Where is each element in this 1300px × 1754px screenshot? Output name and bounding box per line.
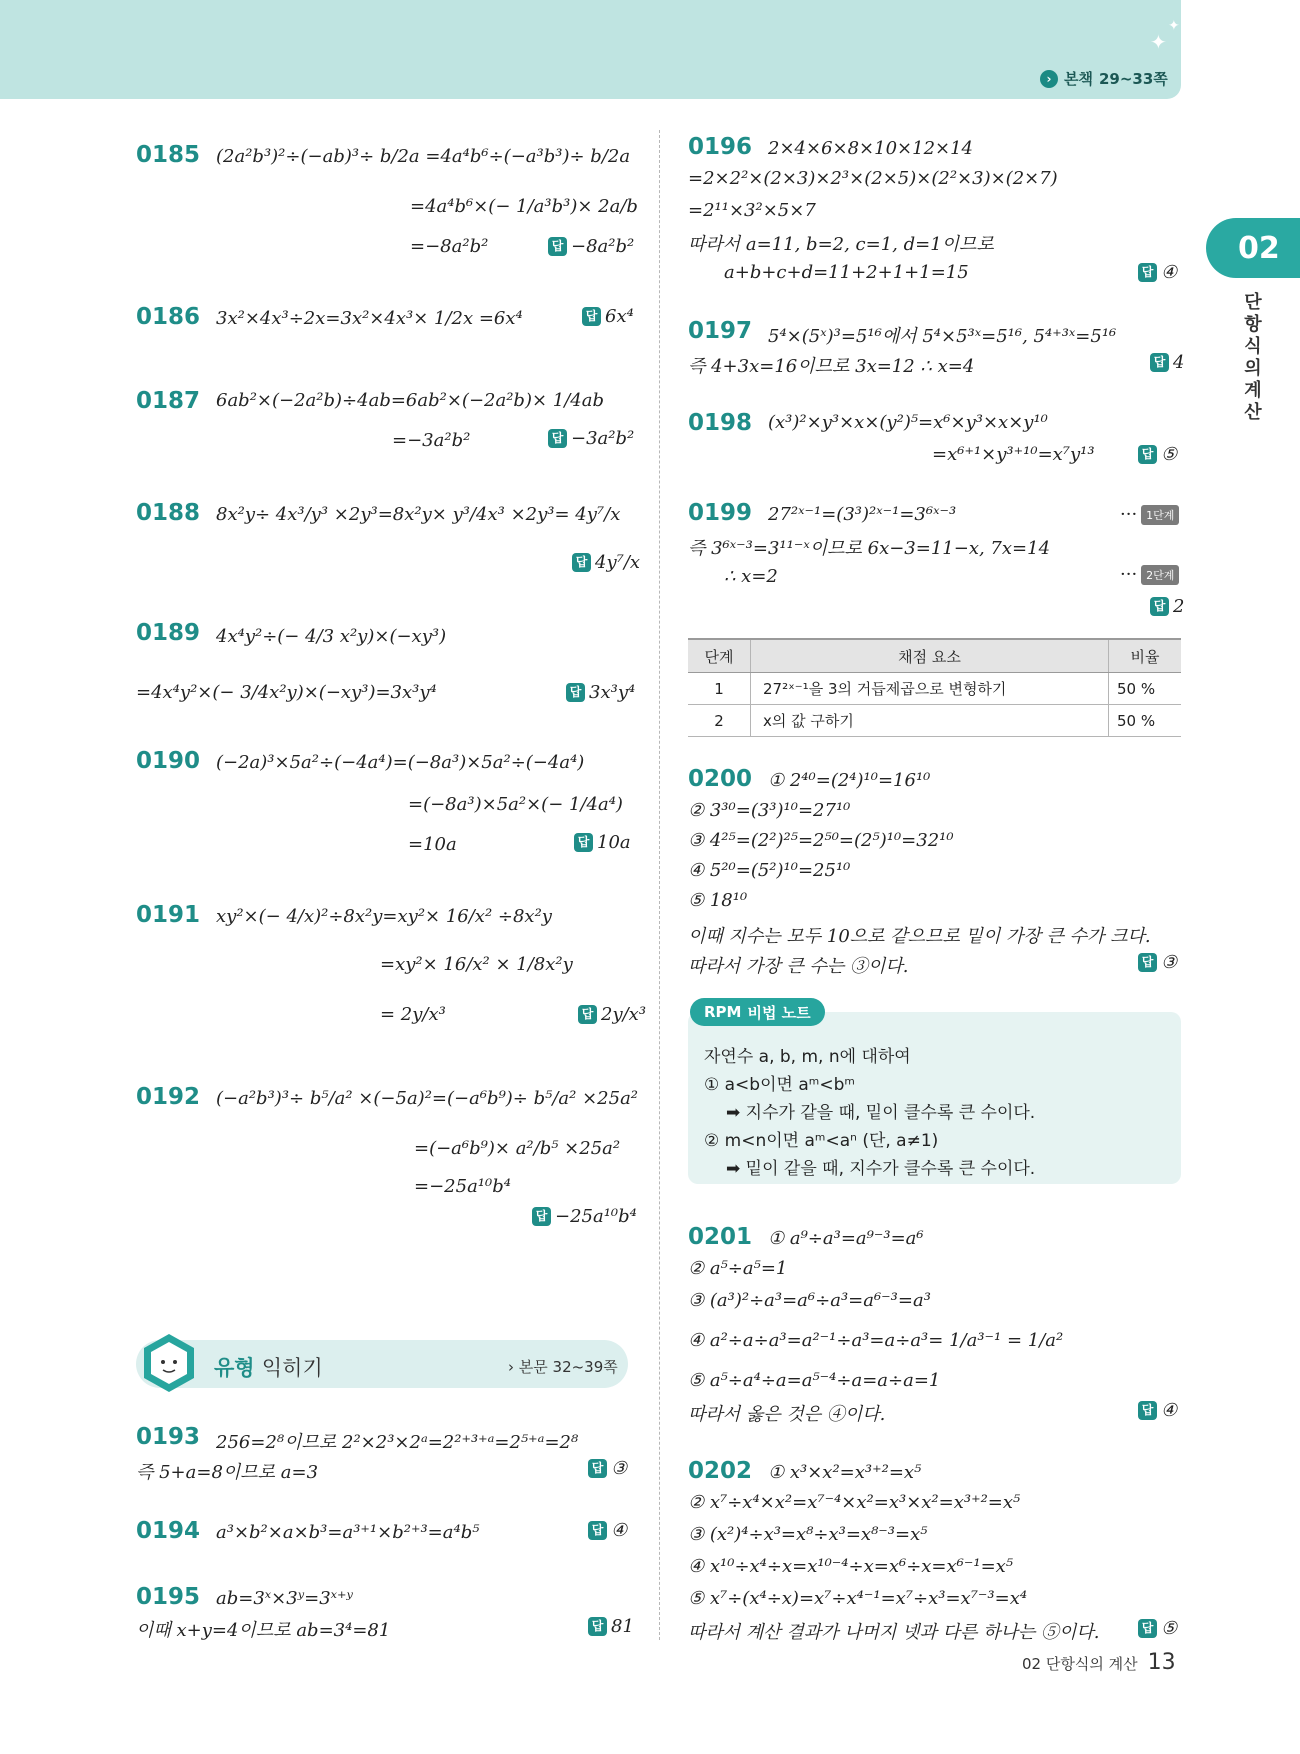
problem-number: 0198 [688, 410, 753, 436]
reference-label: 본책 [1064, 70, 1093, 88]
answer-value: 2 [1173, 596, 1185, 617]
answer [1138, 262, 1177, 283]
answer [1150, 596, 1184, 617]
answer-value: 3x³y⁴ [589, 682, 636, 703]
solution-line: =(−a⁶b⁹)× a²/b⁵ ×25a² [414, 1138, 621, 1159]
solution-line: ③ (a³)²÷a³=a⁶÷a³=a⁶⁻³=a³ [688, 1290, 931, 1311]
solution-line: ③ 4²⁵=(2²)²⁵=2⁵⁰=(2⁵)¹⁰=32¹⁰ [688, 830, 954, 851]
solution-line: 따라서 계산 결과가 나머지 넷과 다른 하나는 ⑤이다. [688, 1622, 1100, 1643]
table-cell: 1 [688, 673, 751, 705]
answer [1138, 952, 1177, 973]
solution-line: 27²ˣ⁻¹=(3³)²ˣ⁻¹=3⁶ˣ⁻³ [768, 504, 957, 525]
solution-line: =2¹¹×3²×5×7 [688, 200, 816, 221]
problem-number: 0188 [136, 500, 201, 526]
solution-line: =10a [408, 834, 457, 855]
scoring-table [688, 638, 1181, 737]
answer-badge: 답 [1138, 263, 1157, 282]
rpm-line: ➡ 지수가 같을 때, 밑이 클수록 큰 수이다. [726, 1103, 1036, 1123]
solution-line: (−a²b³)³÷ b⁵/a² ×(−5a)²=(−a⁶b⁹)÷ b⁵/a² ×25a² [216, 1088, 639, 1109]
solution-line: ② x⁷÷x⁴×x²=x⁷⁻⁴×x²=x³×x²=x³⁺²=x⁵ [688, 1492, 1021, 1513]
table-cell: 50 % [1109, 673, 1182, 705]
solution-line: =4x⁴y²×(− 3/4x²y)×(−xy³)=3x³y⁴ [136, 682, 437, 703]
type-title-sub: 익히기 [261, 1356, 323, 1380]
answer-value: ④ [611, 1520, 628, 1541]
problem-number: 0201 [688, 1224, 753, 1250]
answer-value: 81 [611, 1616, 634, 1637]
page-footer [1022, 1650, 1176, 1675]
solution-line: ② a⁵÷a⁵=1 [688, 1258, 788, 1279]
solution-line: (x³)²×y³×x×(y²)⁵=x⁶×y³×x×y¹⁰ [768, 412, 1048, 433]
solution-line: =−25a¹⁰b⁴ [414, 1176, 511, 1197]
solution-line: ④ 5²⁰=(5²)¹⁰=25¹⁰ [688, 860, 851, 881]
problem-number: 0189 [136, 620, 201, 646]
solution-line: 4x⁴y²÷(− 4/3 x²y)×(−xy³) [216, 626, 447, 647]
solution-line: 8x²y÷ 4x³/y³ ×2y³=8x²y× y³/4x³ ×2y³= 4y⁷/x [216, 504, 621, 525]
step-marker [1120, 504, 1179, 525]
answer-value: 2y/x³ [601, 1004, 647, 1025]
problem-number: 0199 [688, 500, 753, 526]
solution-line: =(−8a³)×5a²×(− 1/4a⁴) [408, 794, 623, 815]
answer-value: −3a²b² [571, 428, 635, 449]
solution-line: 이때 x+y=4이므로 ab=3⁴=81 [136, 1620, 391, 1641]
answer-badge: 답 [588, 1617, 607, 1636]
solution-line: = 2y/x³ [380, 1004, 446, 1025]
answer-badge: 답 [1138, 1619, 1157, 1638]
answer-value: 10a [597, 832, 631, 853]
problem-number: 0187 [136, 388, 201, 414]
reference-pages: 29~33쪽 [1098, 70, 1168, 88]
problem-number: 0192 [136, 1084, 201, 1110]
rpm-line: ➡ 밑이 같을 때, 지수가 클수록 큰 수이다. [726, 1159, 1036, 1179]
solution-line: ① 2⁴⁰=(2⁴)¹⁰=16¹⁰ [768, 770, 931, 791]
solution-line: (−2a)³×5a²÷(−4a⁴)=(−8a³)×5a²÷(−4a⁴) [216, 752, 585, 773]
answer-badge: 답 [532, 1207, 551, 1226]
step-dots: ··· [1120, 504, 1138, 525]
problem-number: 0191 [136, 902, 201, 928]
answer [582, 306, 634, 327]
rpm-line: ① a<b이면 aᵐ<bᵐ [704, 1075, 855, 1095]
answer-badge: 답 [548, 237, 567, 256]
arrow-right-icon: › [1040, 70, 1058, 88]
problem-number: 0193 [136, 1424, 201, 1450]
answer-badge: 답 [566, 683, 585, 702]
answer-badge: 답 [1138, 445, 1157, 464]
answer [588, 1616, 634, 1637]
solution-line: =−8a²b² [410, 236, 489, 257]
answer [588, 1458, 627, 1479]
rpm-tag-title: 비법 노트 [747, 1003, 811, 1022]
answer-badge: 답 [588, 1459, 607, 1478]
step-badge: 2단계 [1141, 565, 1179, 585]
reference-link[interactable] [1040, 68, 1168, 89]
problem-number: 0186 [136, 304, 201, 330]
solution-line: 따라서 옳은 것은 ④이다. [688, 1404, 886, 1425]
rpm-line: ② m<n이면 aᵐ<aⁿ (단, a≠1) [704, 1131, 939, 1151]
answer [578, 1004, 646, 1025]
solution-line: 즉 3⁶ˣ⁻³=3¹¹⁻ˣ이므로 6x−3=11−x, 7x=14 [688, 538, 1051, 559]
table-header: 채점 요소 [751, 639, 1109, 673]
solution-line: 따라서 a=11, b=2, c=1, d=1이므로 [688, 234, 994, 255]
solution-line: 5⁴×(5ˣ)³=5¹⁶에서 5⁴×5³ˣ=5¹⁶, 5⁴⁺³ˣ=5¹⁶ [768, 326, 1117, 347]
solution-line: 따라서 가장 큰 수는 ③이다. [688, 956, 909, 977]
solution-line: ab=3ˣ×3ʸ=3ˣ⁺ʸ [216, 1588, 353, 1609]
answer [588, 1520, 627, 1541]
solution-line: ④ a²÷a÷a³=a²⁻¹÷a³=a÷a³= 1/a³⁻¹ = 1/a² [688, 1330, 1064, 1351]
answer-value: ⑤ [1161, 444, 1178, 465]
sparkle-icon: ✦ [1150, 30, 1167, 54]
solution-line: 즉 4+3x=16이므로 3x=12 ∴ x=4 [688, 356, 975, 377]
solution-line: ② 3³⁰=(3³)¹⁰=27¹⁰ [688, 800, 851, 821]
problem-number: 0194 [136, 1518, 201, 1544]
answer-badge: 답 [588, 1521, 607, 1540]
solution-line: ∴ x=2 [724, 566, 778, 587]
solution-line: 256=2⁸이므로 2²×2³×2ᵃ=2²⁺³⁺ᵃ=2⁵⁺ᵃ=2⁸ [216, 1432, 579, 1453]
solution-line: a³×b²×a×b³=a³⁺¹×b²⁺³=a⁴b⁵ [216, 1522, 480, 1543]
solution-line: (2a²b³)²÷(−ab)³÷ b/2a =4a⁴b⁶÷(−a³b³)÷ b/2a [216, 146, 631, 167]
answer [532, 1206, 637, 1227]
chapter-title: 단항식의 계산 [1244, 292, 1262, 423]
type-title-main: 유형 [214, 1356, 255, 1380]
answer-value: 4 [1173, 352, 1185, 373]
answer-value: ③ [1161, 952, 1178, 973]
table-header: 비율 [1109, 639, 1182, 673]
answer-value: 6x⁴ [605, 306, 634, 327]
answer [566, 682, 635, 703]
mascot-icon [138, 1332, 200, 1394]
answer-badge: 답 [582, 307, 601, 326]
solution-line: ① a⁹÷a³=a⁹⁻³=a⁶ [768, 1228, 924, 1249]
answer [548, 236, 634, 257]
table-cell: 50 % [1109, 705, 1182, 737]
solution-line: ⑤ a⁵÷a⁴÷a=a⁵⁻⁴÷a=a÷a=1 [688, 1370, 941, 1391]
table-row [688, 705, 1181, 737]
rpm-note-tag [690, 998, 825, 1026]
answer-value: ③ [611, 1458, 628, 1479]
solution-line: ① x³×x²=x³⁺²=x⁵ [768, 1462, 922, 1483]
answer-value: −25a¹⁰b⁴ [555, 1206, 637, 1227]
sparkle-icon: ✦ [1168, 18, 1180, 34]
table-cell: 27²ˣ⁻¹을 3의 거듭제곱으로 변형하기 [751, 673, 1109, 705]
table-row [688, 673, 1181, 705]
solution-line: ④ x¹⁰÷x⁴÷x=x¹⁰⁻⁴÷x=x⁶÷x=x⁶⁻¹=x⁵ [688, 1556, 1014, 1577]
answer-value: 4y⁷/x [595, 552, 641, 573]
solution-line: =2×2²×(2×3)×2³×(2×5)×(2²×3)×(2×7) [688, 168, 1058, 189]
answer-value: −8a²b² [571, 236, 635, 257]
answer-badge: 답 [1138, 1401, 1157, 1420]
table-cell: 2 [688, 705, 751, 737]
table-header: 단계 [688, 639, 751, 673]
solution-line: xy²×(− 4/x)²÷8x²y=xy²× 16/x² ÷8x²y [216, 906, 552, 927]
answer-badge: 답 [548, 429, 567, 448]
type-reference-text: 본문 32~39쪽 [518, 1358, 618, 1376]
answer-badge: 답 [1138, 953, 1157, 972]
problem-number: 0195 [136, 1584, 201, 1610]
rpm-line: 자연수 a, b, m, n에 대하여 [704, 1047, 911, 1067]
column-divider [659, 130, 660, 1640]
answer [574, 832, 631, 853]
footer-chapter: 02 단항식의 계산 [1022, 1655, 1138, 1673]
solution-line: 즉 5+a=8이므로 a=3 [136, 1462, 319, 1483]
solution-line: =−3a²b² [392, 430, 471, 451]
answer [1138, 444, 1177, 465]
answer-value: ④ [1161, 262, 1178, 283]
solution-line: =4a⁴b⁶×(− 1/a³b³)× 2a/b [410, 196, 638, 217]
page-number: 13 [1147, 1650, 1176, 1675]
answer [572, 552, 640, 573]
solution-line: a+b+c+d=11+2+1+1=15 [724, 262, 969, 283]
solution-line: =xy²× 16/x² × 1/8x²y [380, 954, 573, 975]
step-dots: ··· [1120, 564, 1138, 585]
solution-line: 6ab²×(−2a²b)÷4ab=6ab²×(−2a²b)× 1/4ab [216, 390, 605, 411]
table-cell: x의 값 구하기 [751, 705, 1109, 737]
answer-value: ④ [1161, 1400, 1178, 1421]
step-badge: 1단계 [1141, 505, 1179, 525]
answer [1138, 1618, 1177, 1639]
problem-number: 0185 [136, 142, 201, 168]
problem-number: 0202 [688, 1458, 753, 1484]
solution-line: ⑤ x⁷÷(x⁴÷x)=x⁷÷x⁴⁻¹=x⁷÷x³=x⁷⁻³=x⁴ [688, 1588, 1028, 1609]
problem-number: 0196 [688, 134, 753, 160]
solution-line: 2×4×6×8×10×12×14 [768, 138, 974, 159]
solution-line: ③ (x²)⁴÷x³=x⁸÷x³=x⁸⁻³=x⁵ [688, 1524, 928, 1545]
problem-number: 0190 [136, 748, 201, 774]
solution-line: 3x²×4x³÷2x=3x²×4x³× 1/2x =6x⁴ [216, 308, 523, 329]
problem-number: 0200 [688, 766, 753, 792]
step-marker [1120, 564, 1179, 585]
chapter-tab [1206, 218, 1300, 278]
answer-badge: 답 [572, 553, 591, 572]
header-banner [0, 0, 1181, 99]
answer-badge: 답 [578, 1005, 597, 1024]
answer-badge: 답 [1150, 353, 1169, 372]
solution-line: =x⁶⁺¹×y³⁺¹⁰=x⁷y¹³ [932, 444, 1095, 465]
chapter-number: 02 [1238, 230, 1280, 266]
answer [1138, 1400, 1177, 1421]
answer-badge: 답 [574, 833, 593, 852]
problem-number: 0197 [688, 318, 753, 344]
answer [1150, 352, 1184, 373]
answer-value: ⑤ [1161, 1618, 1178, 1639]
answer-badge: 답 [1150, 597, 1169, 616]
solution-line: ⑤ 18¹⁰ [688, 890, 748, 911]
answer [548, 428, 634, 449]
solution-line: 이때 지수는 모두 10으로 같으므로 밑이 가장 큰 수가 크다. [688, 926, 1151, 947]
type-reference-link[interactable]: › 본문 32~39쪽 [508, 1358, 618, 1376]
type-title [214, 1352, 323, 1382]
rpm-tag-brand: RPM [704, 1003, 742, 1021]
